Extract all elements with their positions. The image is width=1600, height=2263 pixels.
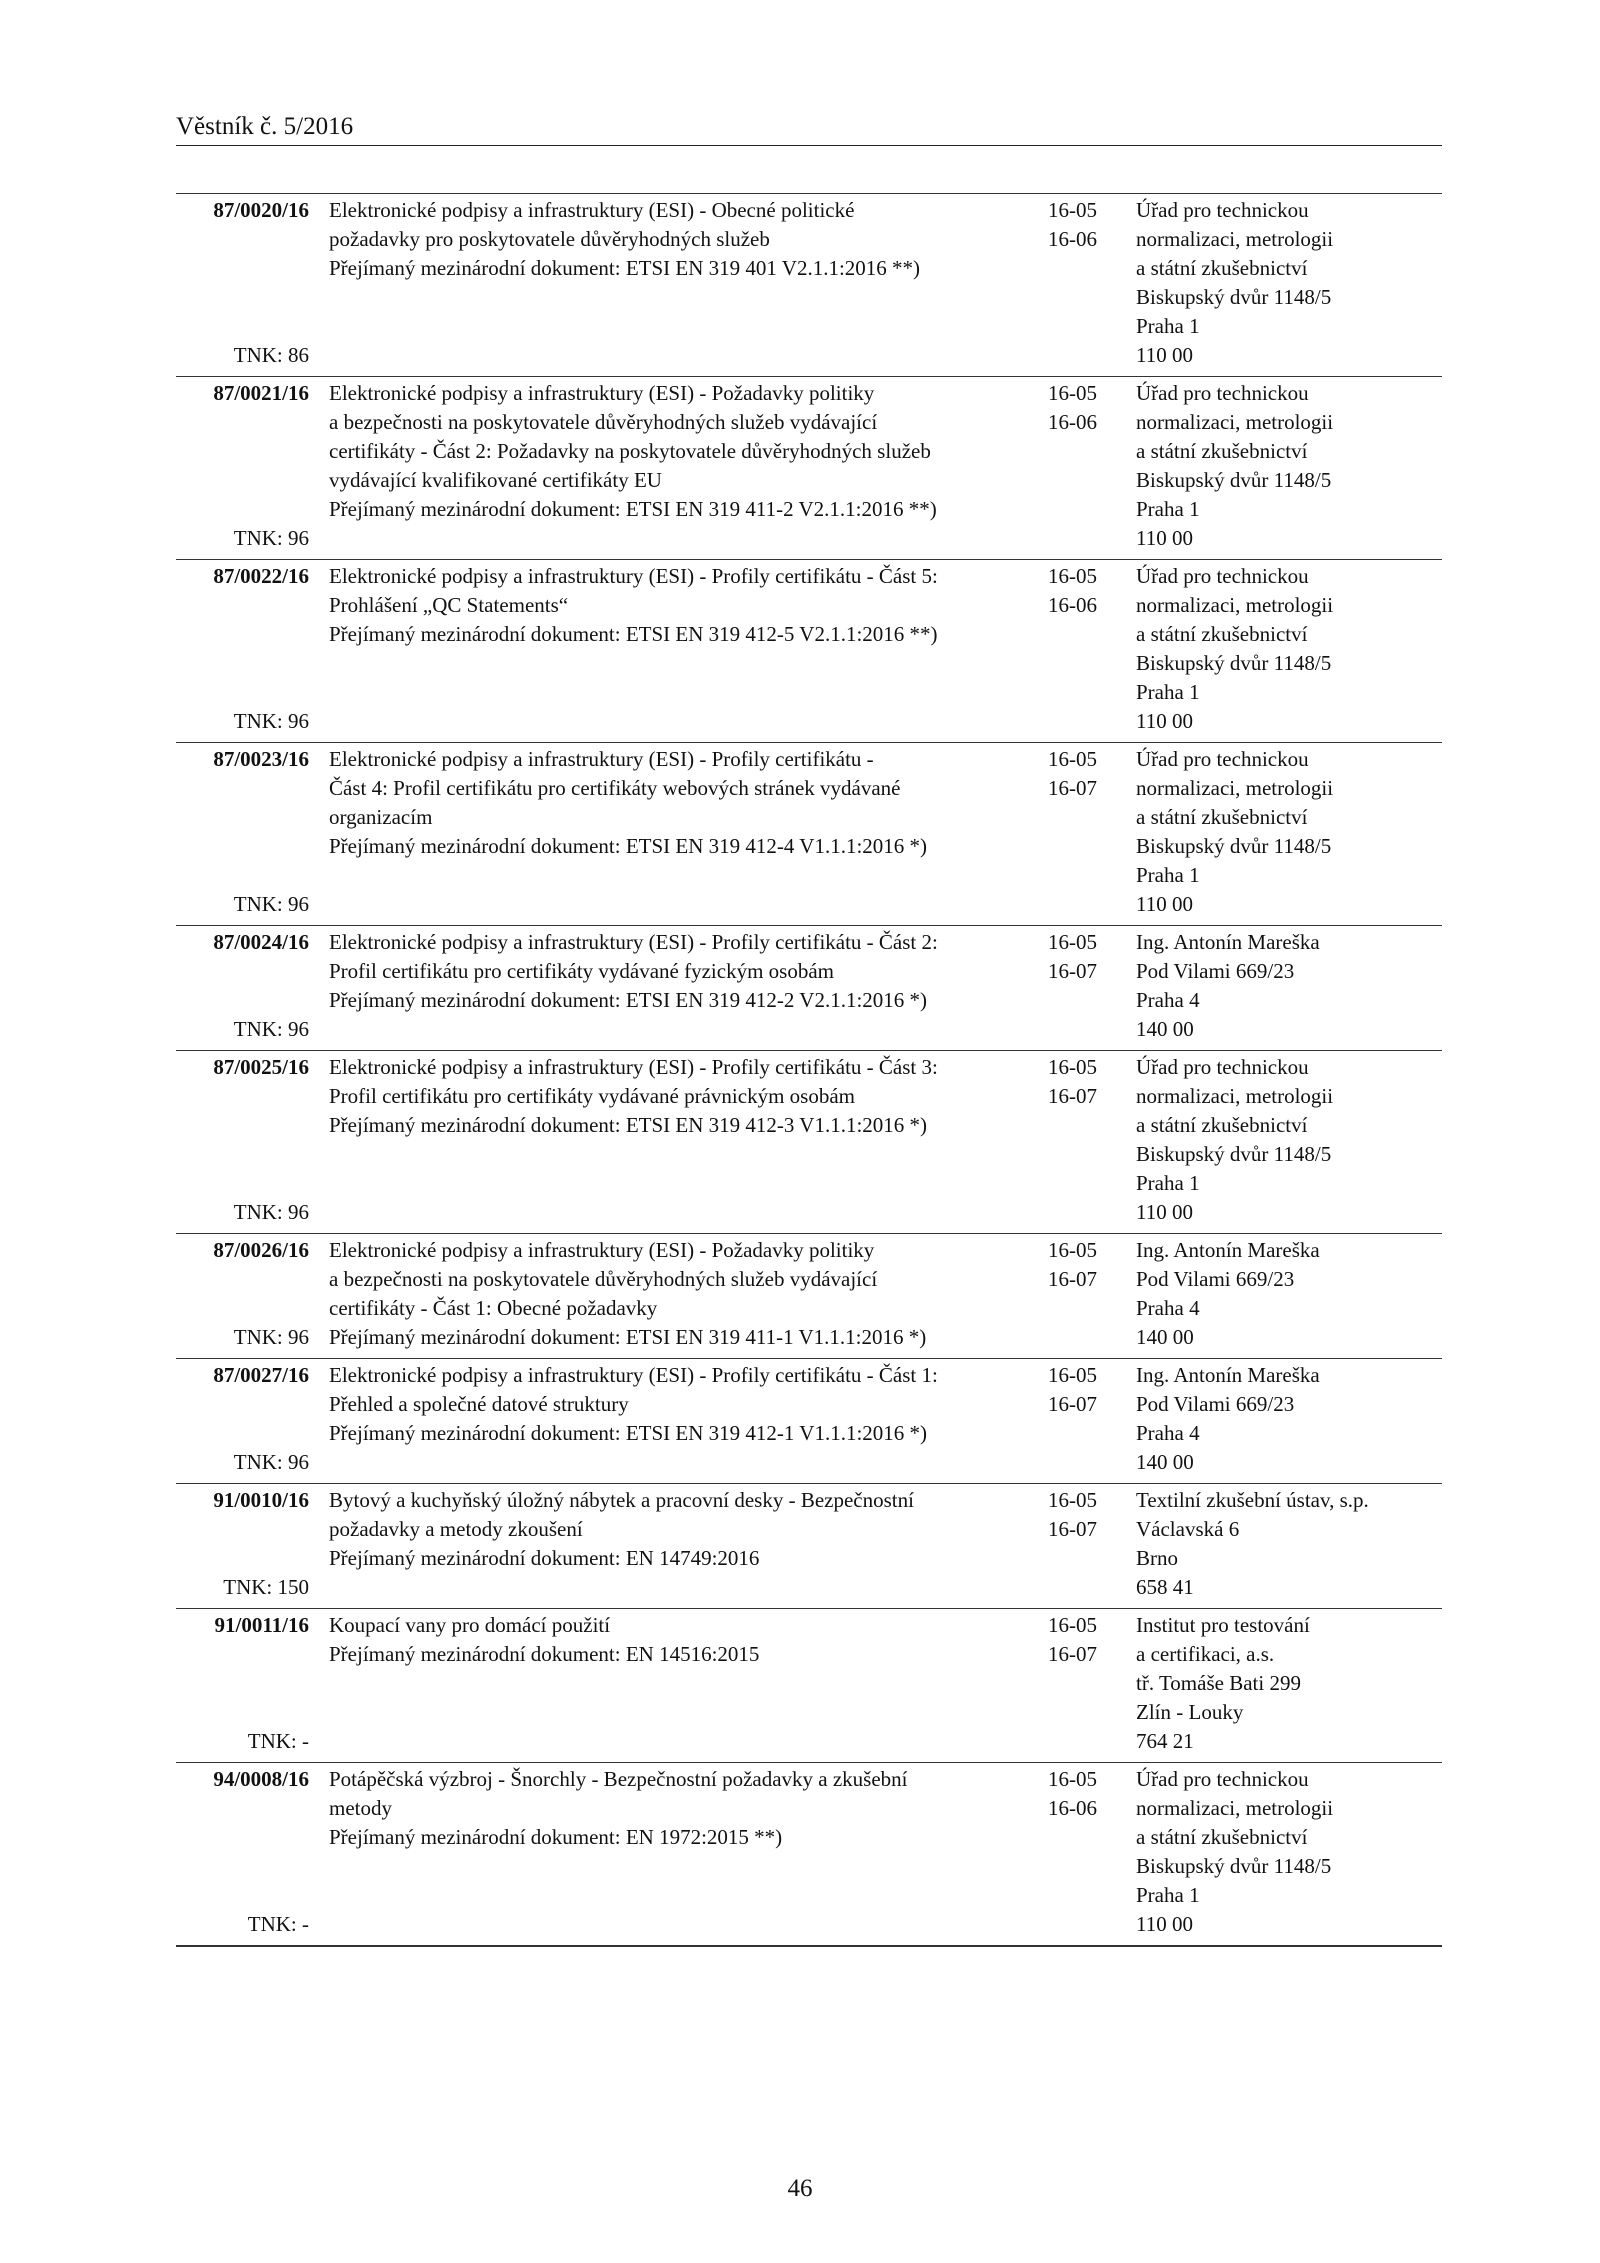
date-code: 16-05 xyxy=(1048,747,1097,771)
date-code: 16-07 xyxy=(1048,1084,1097,1108)
address-line: Ing. Antonín Mareška xyxy=(1136,1363,1320,1387)
address-line: Praha 1 xyxy=(1136,1883,1200,1907)
address-line: 110 00 xyxy=(1136,526,1193,550)
address-cell xyxy=(1130,1359,1442,1484)
date-code: 16-05 xyxy=(1048,1488,1097,1512)
address-line: 110 00 xyxy=(1136,343,1193,367)
description-cell xyxy=(319,926,1042,1051)
address-line: Brno xyxy=(1136,1546,1178,1570)
dates-cell xyxy=(1042,194,1130,377)
date-code: 16-07 xyxy=(1048,1642,1097,1666)
address-line: a státní zkušebnictví xyxy=(1136,622,1308,646)
description-line: Koupací vany pro domácí použití xyxy=(329,1613,611,1637)
address-cell xyxy=(1130,377,1442,560)
address-cell xyxy=(1130,560,1442,743)
record-number: 94/0008/16 xyxy=(213,1767,309,1791)
table-row xyxy=(176,743,1442,926)
description-line: Elektronické podpisy a infrastruktury (ESI) - Profily certifikátu - Část 3: xyxy=(329,1055,938,1079)
address-line: Textilní zkušební ústav, s.p. xyxy=(1136,1488,1369,1512)
address-line: Praha 1 xyxy=(1136,314,1200,338)
date-code: 16-05 xyxy=(1048,1363,1097,1387)
standards-table-body xyxy=(176,194,1442,1947)
record-id-cell xyxy=(176,194,319,377)
address-line: 110 00 xyxy=(1136,892,1193,916)
date-code: 16-05 xyxy=(1048,198,1097,222)
tnk-label: TNK: - xyxy=(247,1912,309,1936)
date-code: 16-07 xyxy=(1048,1392,1097,1416)
address-line: Pod Vilami 669/23 xyxy=(1136,1392,1295,1416)
address-line: Praha 1 xyxy=(1136,680,1200,704)
address-line: 110 00 xyxy=(1136,709,1193,733)
description-line: Elektronické podpisy a infrastruktury (ESI) - Profily certifikátu - Část 5: xyxy=(329,564,938,588)
address-line: 140 00 xyxy=(1136,1017,1194,1041)
date-code: 16-06 xyxy=(1048,227,1097,251)
address-cell xyxy=(1130,926,1442,1051)
description-cell xyxy=(319,1484,1042,1609)
address-line: 764 21 xyxy=(1136,1729,1194,1753)
record-id-cell xyxy=(176,743,319,926)
description-cell xyxy=(319,743,1042,926)
address-line: a státní zkušebnictví xyxy=(1136,256,1308,280)
record-id-cell xyxy=(176,1234,319,1359)
description-cell xyxy=(319,1359,1042,1484)
address-line: normalizaci, metrologii xyxy=(1136,410,1334,434)
record-number: 87/0025/16 xyxy=(213,1055,309,1079)
date-code: 16-07 xyxy=(1048,1267,1097,1291)
address-line: Zlín - Louky xyxy=(1136,1700,1244,1724)
record-number: 87/0022/16 xyxy=(213,564,309,588)
description-line: Přehled a společné datové struktury xyxy=(329,1392,629,1416)
address-line: Praha 4 xyxy=(1136,1296,1200,1320)
description-line: Profil certifikátu pro certifikáty vydávané právnickým osobám xyxy=(329,1084,855,1108)
tnk-label: TNK: 96 xyxy=(233,892,309,916)
date-code: 16-05 xyxy=(1048,1238,1097,1262)
description-line: požadavky pro poskytovatele důvěryhodných služeb xyxy=(329,227,770,251)
description-line: Elektronické podpisy a infrastruktury (ESI) - Požadavky politiky xyxy=(329,381,875,405)
description-line: Elektronické podpisy a infrastruktury (ESI) - Profily certifikátu - Část 1: xyxy=(329,1363,938,1387)
description-cell xyxy=(319,1051,1042,1234)
dates-cell xyxy=(1042,1051,1130,1234)
page-number: 46 xyxy=(787,2175,813,2202)
description-line: Prohlášení „QC Statements“ xyxy=(329,593,569,617)
table-row xyxy=(176,194,1442,377)
record-number: 87/0027/16 xyxy=(213,1363,309,1387)
address-line: Biskupský dvůr 1148/5 xyxy=(1136,468,1332,492)
address-line: Úřad pro technickou xyxy=(1136,381,1309,405)
description-line: organizacím xyxy=(329,805,433,829)
record-id-cell xyxy=(176,1609,319,1763)
dates-cell xyxy=(1042,1359,1130,1484)
table-row xyxy=(176,1609,1442,1763)
description-line: Potápěčská výzbroj - Šnorchly - Bezpečnostní požadavky a zkušební xyxy=(329,1767,908,1791)
description-line: Přejímaný mezinárodní dokument: ETSI EN 319 401 V2.1.1:2016 **) xyxy=(329,256,921,280)
address-cell xyxy=(1130,1763,1442,1947)
address-line: a certifikaci, a.s. xyxy=(1136,1642,1275,1666)
table-row xyxy=(176,926,1442,1051)
description-line: Profil certifikátu pro certifikáty vydávané fyzickým osobám xyxy=(329,959,834,983)
record-number: 87/0020/16 xyxy=(213,198,309,222)
description-line: Elektronické podpisy a infrastruktury (ESI) - Požadavky politiky xyxy=(329,1238,875,1262)
address-line: a státní zkušebnictví xyxy=(1136,1113,1308,1137)
description-line: metody xyxy=(329,1796,392,1820)
table-row xyxy=(176,1051,1442,1234)
address-line: Úřad pro technickou xyxy=(1136,1767,1309,1791)
description-line: Přejímaný mezinárodní dokument: ETSI EN 319 411-2 V2.1.1:2016 **) xyxy=(329,497,937,521)
description-line: Přejímaný mezinárodní dokument: ETSI EN 319 412-2 V2.1.1:2016 *) xyxy=(329,988,928,1012)
address-line: a státní zkušebnictví xyxy=(1136,1825,1308,1849)
date-code: 16-05 xyxy=(1048,1055,1097,1079)
address-line: Václavská 6 xyxy=(1136,1517,1240,1541)
tnk-label: TNK: 96 xyxy=(233,1325,309,1349)
table-row xyxy=(176,1234,1442,1359)
record-id-cell xyxy=(176,1484,319,1609)
description-cell xyxy=(319,1609,1042,1763)
date-code: 16-06 xyxy=(1048,593,1097,617)
address-line: normalizaci, metrologii xyxy=(1136,1084,1334,1108)
address-line: Úřad pro technickou xyxy=(1136,198,1309,222)
address-line: 140 00 xyxy=(1136,1325,1194,1349)
dates-cell xyxy=(1042,377,1130,560)
description-line: Elektronické podpisy a infrastruktury (ESI) - Obecné politické xyxy=(329,198,855,222)
description-line: Elektronické podpisy a infrastruktury (ESI) - Profily certifikátu - Část 2: xyxy=(329,930,938,954)
record-id-cell xyxy=(176,926,319,1051)
description-line: Přejímaný mezinárodní dokument: ETSI EN 319 411-1 V1.1.1:2016 *) xyxy=(329,1325,927,1349)
address-line: Institut pro testování xyxy=(1136,1613,1310,1637)
dates-cell xyxy=(1042,1609,1130,1763)
record-number: 87/0021/16 xyxy=(213,381,309,405)
description-line: vydávající kvalifikované certifikáty EU xyxy=(329,468,662,492)
date-code: 16-05 xyxy=(1048,564,1097,588)
date-code: 16-07 xyxy=(1048,1517,1097,1541)
tnk-label: TNK: 86 xyxy=(233,343,309,367)
record-number: 87/0026/16 xyxy=(213,1238,309,1262)
description-line: certifikáty - Část 2: Požadavky na poskytovatele důvěryhodných služeb xyxy=(329,439,931,463)
tnk-label: TNK: 96 xyxy=(233,1450,309,1474)
table-row xyxy=(176,1359,1442,1484)
record-id-cell xyxy=(176,1051,319,1234)
address-line: tř. Tomáše Bati 299 xyxy=(1136,1671,1301,1695)
table-row xyxy=(176,1763,1442,1947)
address-line: Praha 1 xyxy=(1136,863,1200,887)
table-row xyxy=(176,560,1442,743)
table-row xyxy=(176,377,1442,560)
bulletin-title: Věstník č. 5/2016 xyxy=(176,113,354,140)
address-line: Ing. Antonín Mareška xyxy=(1136,930,1320,954)
dates-cell xyxy=(1042,1484,1130,1609)
date-code: 16-07 xyxy=(1048,959,1097,983)
description-cell xyxy=(319,1234,1042,1359)
address-line: Praha 4 xyxy=(1136,1421,1200,1445)
date-code: 16-05 xyxy=(1048,930,1097,954)
record-number: 87/0024/16 xyxy=(213,930,309,954)
address-cell xyxy=(1130,1609,1442,1763)
address-line: normalizaci, metrologii xyxy=(1136,227,1334,251)
date-code: 16-05 xyxy=(1048,1767,1097,1791)
record-number: 91/0010/16 xyxy=(213,1488,309,1512)
address-line: Praha 4 xyxy=(1136,988,1200,1012)
address-line: Úřad pro technickou xyxy=(1136,1055,1309,1079)
address-line: Pod Vilami 669/23 xyxy=(1136,1267,1295,1291)
dates-cell xyxy=(1042,926,1130,1051)
description-cell xyxy=(319,377,1042,560)
description-cell xyxy=(319,194,1042,377)
address-line: Biskupský dvůr 1148/5 xyxy=(1136,651,1332,675)
address-line: 140 00 xyxy=(1136,1450,1194,1474)
description-line: požadavky a metody zkoušení xyxy=(329,1517,583,1541)
description-line: Bytový a kuchyňský úložný nábytek a pracovní desky - Bezpečnostní xyxy=(329,1488,914,1512)
address-line: normalizaci, metrologii xyxy=(1136,1796,1334,1820)
description-line: Přejímaný mezinárodní dokument: EN 14516:2015 xyxy=(329,1642,760,1666)
table-row xyxy=(176,1484,1442,1609)
tnk-label: TNK: 150 xyxy=(223,1575,309,1599)
address-line: 110 00 xyxy=(1136,1912,1193,1936)
address-line: normalizaci, metrologii xyxy=(1136,593,1334,617)
address-line: Ing. Antonín Mareška xyxy=(1136,1238,1320,1262)
tnk-label: TNK: 96 xyxy=(233,709,309,733)
date-code: 16-07 xyxy=(1048,776,1097,800)
address-line: Úřad pro technickou xyxy=(1136,747,1309,771)
date-code: 16-06 xyxy=(1048,1796,1097,1820)
description-line: a bezpečnosti na poskytovatele důvěryhodných služeb vydávající xyxy=(329,410,878,434)
address-line: a státní zkušebnictví xyxy=(1136,439,1308,463)
page-header xyxy=(176,112,1442,146)
date-code: 16-05 xyxy=(1048,1613,1097,1637)
address-line: 658 41 xyxy=(1136,1575,1194,1599)
record-number: 87/0023/16 xyxy=(213,747,309,771)
address-line: Praha 1 xyxy=(1136,497,1200,521)
address-cell xyxy=(1130,1484,1442,1609)
description-line: Přejímaný mezinárodní dokument: ETSI EN 319 412-1 V1.1.1:2016 *) xyxy=(329,1421,928,1445)
description-line: Přejímaný mezinárodní dokument: ETSI EN 319 412-3 V1.1.1:2016 *) xyxy=(329,1113,928,1137)
date-code: 16-05 xyxy=(1048,381,1097,405)
record-id-cell xyxy=(176,1359,319,1484)
address-line: Úřad pro technickou xyxy=(1136,564,1309,588)
record-id-cell xyxy=(176,1763,319,1947)
dates-cell xyxy=(1042,1763,1130,1947)
description-line: Přejímaný mezinárodní dokument: EN 1972:2015 **) xyxy=(329,1825,783,1849)
record-number: 91/0011/16 xyxy=(214,1613,309,1637)
description-line: certifikáty - Část 1: Obecné požadavky xyxy=(329,1296,658,1320)
address-cell xyxy=(1130,1234,1442,1359)
tnk-label: TNK: - xyxy=(247,1729,309,1753)
address-line: Praha 1 xyxy=(1136,1171,1200,1195)
address-line: Biskupský dvůr 1148/5 xyxy=(1136,1142,1332,1166)
standards-table xyxy=(176,193,1442,1947)
address-line: 110 00 xyxy=(1136,1200,1193,1224)
dates-cell xyxy=(1042,1234,1130,1359)
dates-cell xyxy=(1042,560,1130,743)
address-line: Biskupský dvůr 1148/5 xyxy=(1136,834,1332,858)
description-line: Elektronické podpisy a infrastruktury (ESI) - Profily certifikátu - xyxy=(329,747,874,771)
description-line: Přejímaný mezinárodní dokument: ETSI EN 319 412-4 V1.1.1:2016 *) xyxy=(329,834,928,858)
address-line: Biskupský dvůr 1148/5 xyxy=(1136,285,1332,309)
description-line: Část 4: Profil certifikátu pro certifikáty webových stránek vydávané xyxy=(329,776,901,800)
dates-cell xyxy=(1042,743,1130,926)
address-line: a státní zkušebnictví xyxy=(1136,805,1308,829)
address-cell xyxy=(1130,743,1442,926)
address-line: Biskupský dvůr 1148/5 xyxy=(1136,1854,1332,1878)
tnk-label: TNK: 96 xyxy=(233,1200,309,1224)
address-line: Pod Vilami 669/23 xyxy=(1136,959,1295,983)
description-cell xyxy=(319,1763,1042,1947)
address-cell xyxy=(1130,1051,1442,1234)
address-cell xyxy=(1130,194,1442,377)
record-id-cell xyxy=(176,377,319,560)
record-id-cell xyxy=(176,560,319,743)
tnk-label: TNK: 96 xyxy=(233,1017,309,1041)
address-line: normalizaci, metrologii xyxy=(1136,776,1334,800)
tnk-label: TNK: 96 xyxy=(233,526,309,550)
description-line: a bezpečnosti na poskytovatele důvěryhodných služeb vydávající xyxy=(329,1267,878,1291)
description-line: Přejímaný mezinárodní dokument: ETSI EN 319 412-5 V2.1.1:2016 **) xyxy=(329,622,938,646)
description-cell xyxy=(319,560,1042,743)
description-line: Přejímaný mezinárodní dokument: EN 14749:2016 xyxy=(329,1546,760,1570)
date-code: 16-06 xyxy=(1048,410,1097,434)
